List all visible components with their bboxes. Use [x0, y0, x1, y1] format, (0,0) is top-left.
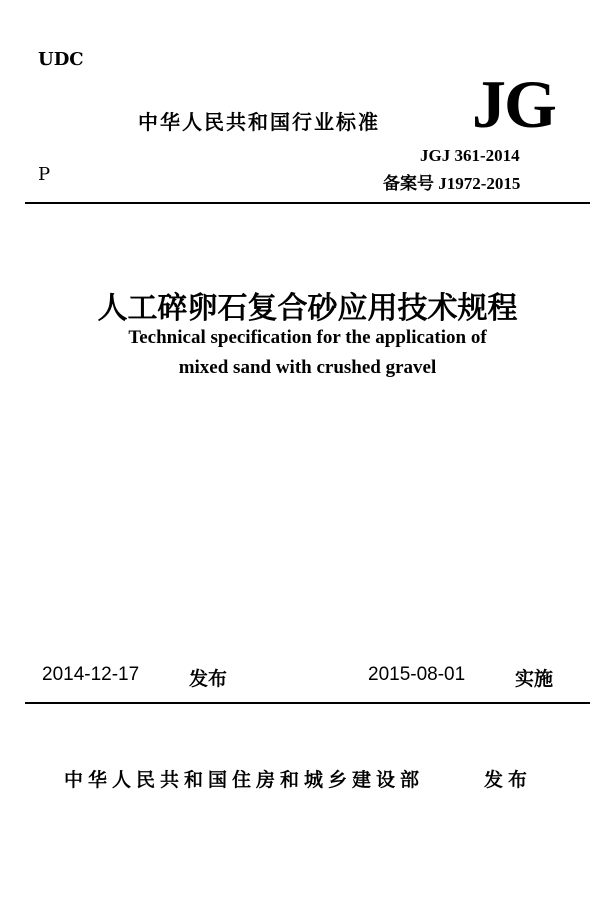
issue-label: 发布	[189, 668, 228, 690]
industry-standard-label: 中华人民共和国行业标准	[138, 110, 380, 134]
issue-date: 2014-12-17	[42, 664, 140, 685]
title-english-line2: mixed sand with crushed gravel	[178, 357, 437, 378]
record-number: 备案号 J1972-2015	[383, 174, 521, 193]
implement-label: 实施	[515, 668, 554, 690]
bottom-divider	[25, 702, 590, 704]
ministry-action: 发布	[484, 769, 533, 791]
jg-mark: JG	[472, 66, 555, 142]
category-label: P	[38, 164, 51, 185]
title-chinese: 人工碎卵石复合砂应用技术规程	[97, 291, 518, 326]
udc-label: UDC	[38, 49, 84, 70]
ministry-name: 中华人民共和国住房和城乡建设部	[64, 769, 425, 791]
implement-date: 2015-08-01	[368, 664, 466, 685]
top-divider	[25, 202, 590, 204]
standard-number: JGJ 361-2014	[420, 146, 520, 165]
title-english-line1: Technical specification for the application of	[128, 327, 487, 348]
